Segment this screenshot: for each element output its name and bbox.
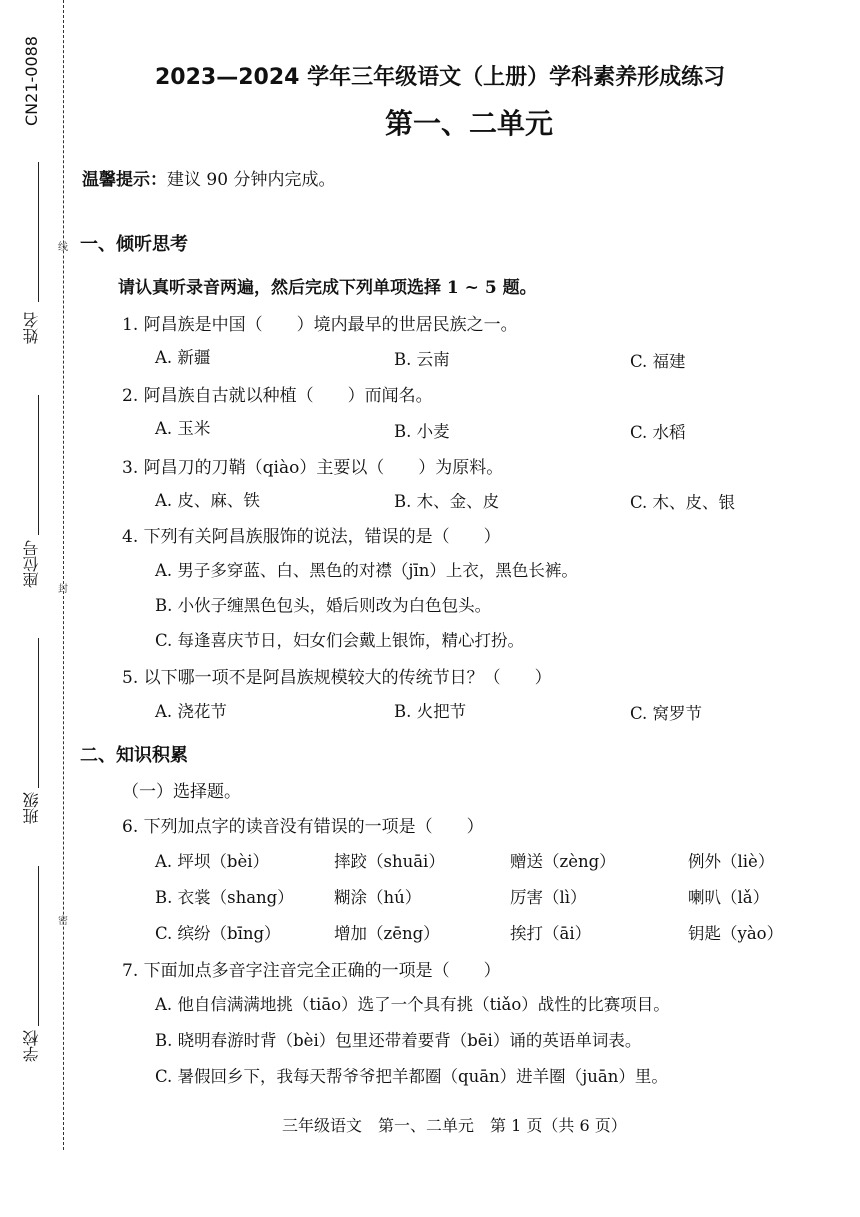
cut-mark-3: 密 <box>58 916 68 927</box>
question-1-option-b[interactable]: B. 云南 <box>394 350 450 369</box>
q6-c-4: 钥匙（yào） <box>688 924 784 943</box>
tip-text: 建议 90 分钟内完成。 <box>167 170 336 190</box>
section2-sub-heading: （一）选择题。 <box>122 782 241 802</box>
question-4-option-c[interactable]: C. 每逢喜庆节日，妇女们会戴上银饰，精心打扮。 <box>155 631 525 650</box>
unit-title: 第一、二单元 <box>385 107 554 140</box>
q6-c-2: 增加（zēng） <box>334 924 440 943</box>
q6-b-3: 厉害（lì） <box>510 888 587 907</box>
q6-a-1[interactable]: A. 坪坝（bèi） <box>155 852 270 871</box>
question-5-option-b[interactable]: B. 火把节 <box>394 702 467 721</box>
q6-b-2: 糊涂（hú） <box>334 888 422 907</box>
question-2-option-c[interactable]: C. 水稻 <box>630 423 686 442</box>
question-7-option-c[interactable]: C. 暑假回乡下，我每天帮爷爷把羊都圈（quān）进羊圈（juān）里。 <box>155 1067 668 1086</box>
cut-mark-2: 封 <box>58 584 68 595</box>
q6-a-3: 赠送（zèng） <box>510 852 616 871</box>
class-fill-line[interactable] <box>38 638 39 788</box>
question-4-option-a[interactable]: A. 男子多穿蓝、白、黑色的对襟（jīn）上衣，黑色长裤。 <box>155 561 578 580</box>
q6-b-4: 喇叭（lǎ） <box>688 888 770 907</box>
q6-a-2: 摔跤（shuāi） <box>334 852 445 871</box>
section1-heading: 一、倾听思考 <box>80 234 188 255</box>
question-3-option-b[interactable]: B. 木、金、皮 <box>394 492 500 511</box>
class-label: 班级 <box>22 792 41 824</box>
school-label: 学校 <box>22 1030 41 1062</box>
seat-label: 座位号 <box>22 540 41 588</box>
q6-b-1[interactable]: B. 衣裳（shang） <box>155 888 294 907</box>
question-3-option-c[interactable]: C. 木、皮、银 <box>630 493 736 512</box>
question-6-stem: 6. 下列加点字的读音没有错误的一项是（ ） <box>122 817 484 837</box>
q6-c-3: 挨打（āi） <box>510 924 592 943</box>
question-1-stem: 1. 阿昌族是中国（ ）境内最早的世居民族之一。 <box>122 315 518 335</box>
page-footer: 三年级语文 第一、二单元 第 1 页（共 6 页） <box>282 1116 627 1135</box>
question-2-option-b[interactable]: B. 小麦 <box>394 422 450 441</box>
name-label: 姓名 <box>22 312 41 344</box>
section1-instruction: 请认真听录音两遍，然后完成下列单项选择 1 ~ 5 题。 <box>118 278 537 298</box>
school-fill-line[interactable] <box>38 866 39 1026</box>
book-code: CN21-0088 <box>22 36 41 126</box>
question-1-option-a[interactable]: A. 新疆 <box>155 348 211 367</box>
seat-fill-line[interactable] <box>38 395 39 535</box>
name-fill-line[interactable] <box>38 162 39 302</box>
question-7-option-a[interactable]: A. 他自信满满地挑（tiāo）选了一个具有挑（tiǎo）战性的比赛项目。 <box>155 995 670 1014</box>
q6-a-4: 例外（liè） <box>688 852 775 871</box>
question-7-option-b[interactable]: B. 晓明春游时背（bèi）包里还带着要背（bēi）诵的英语单词表。 <box>155 1031 642 1050</box>
question-3-stem: 3. 阿昌刀的刀鞘（qiào）主要以（ ）为原料。 <box>122 458 504 478</box>
question-5-option-c[interactable]: C. 窝罗节 <box>630 704 703 723</box>
question-4-option-b[interactable]: B. 小伙子缠黑色包头，婚后则改为白色包头。 <box>155 596 492 615</box>
tip <box>82 165 335 190</box>
section2-heading: 二、知识积累 <box>80 745 188 766</box>
question-1-option-c[interactable]: C. 福建 <box>630 352 686 371</box>
question-7-stem: 7. 下面加点多音字注音完全正确的一项是（ ） <box>122 961 501 981</box>
cut-mark-1: 线 <box>58 242 68 253</box>
question-4-stem: 4. 下列有关阿昌族服饰的说法，错误的是（ ） <box>122 527 501 547</box>
tip-label: 温馨提示： <box>82 170 167 190</box>
q6-c-1[interactable]: C. 缤纷（bīng） <box>155 924 281 943</box>
question-5-option-a[interactable]: A. 浇花节 <box>155 702 227 721</box>
fold-line <box>63 0 64 1150</box>
question-5-stem: 5. 以下哪一项不是阿昌族规模较大的传统节日？（ ） <box>122 668 552 688</box>
question-2-option-a[interactable]: A. 玉米 <box>155 419 211 438</box>
page-title: 2023—2024 学年三年级语文（上册）学科素养形成练习 <box>155 65 726 90</box>
question-2-stem: 2. 阿昌族自古就以种植（ ）而闻名。 <box>122 386 433 406</box>
question-3-option-a[interactable]: A. 皮、麻、铁 <box>155 491 260 510</box>
